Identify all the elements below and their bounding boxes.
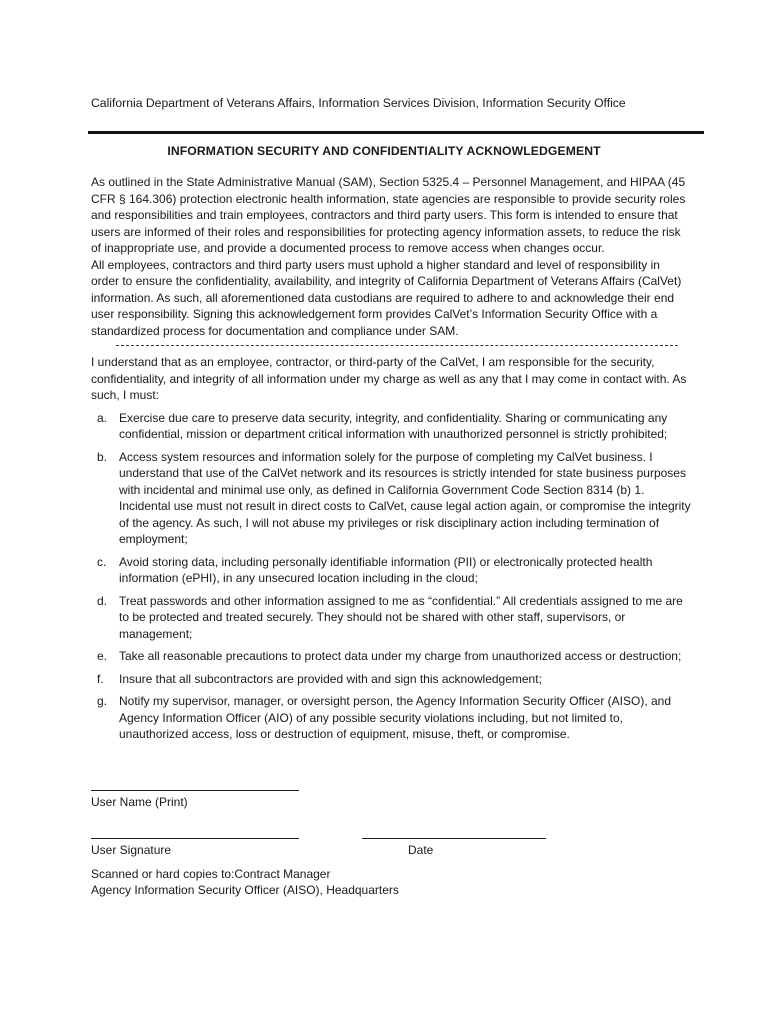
copies-recipient-line: Scanned or hard copies to:Contract Manager bbox=[91, 867, 331, 881]
header-rule bbox=[88, 131, 704, 134]
intro-paragraph-sam: As outlined in the State Administrative Manual (SAM), Section 5325.4 – Personnel Management, and HIPAA (45 CFR § 164.306) protection electronic health information, state agencies are responsible to provide security roles and responsibilities and train employees, contractors and third party users. This form is intended to ensure that users are informed of their roles and responsibilities for protecting agency information assets, to reduce the risk of inappropriate use, and provide a documented process to remove access when changes occur. bbox=[91, 175, 686, 255]
user-signature-label: User Signature bbox=[91, 843, 172, 857]
obligations-list bbox=[91, 410, 691, 743]
list-item-text: Notify my supervisor, manager, or oversight person, the Agency Information Security Officer (AISO), and Agency Information Officer (AIO) of any possible security violations including, but not limited to, unauthorized access, loss or destruction of equipment, misuse, theft, or compromise. bbox=[119, 694, 672, 741]
document-body bbox=[91, 174, 691, 749]
document-title: INFORMATION SECURITY AND CONFIDENTIALITY ACKNOWLEDGEMENT bbox=[167, 144, 601, 158]
list-item-text: Exercise due care to preserve data security, integrity, and confidentiality. Sharing or communicating any confidential, mission or department critical information with unauthorized personnel is strictly prohibited; bbox=[119, 410, 668, 441]
list-marker: a. bbox=[97, 410, 108, 425]
copies-aiso-line: Agency Information Security Officer (AISO), Headquarters bbox=[91, 883, 399, 897]
date-label: Date bbox=[408, 843, 434, 857]
user-name-label: User Name (Print) bbox=[91, 795, 188, 809]
list-marker: e. bbox=[97, 649, 108, 663]
list-item bbox=[91, 693, 691, 743]
list-item bbox=[91, 648, 691, 665]
intro-paragraph-responsibility: All employees, contractors and third party users must uphold a higher standard and level of responsibility in order to ensure the confidentiality, availability, and integrity of California Department of Veterans Affairs (CalVet) information. As such, all aforementioned data custodians are required to adhere to and acknowledge their end user responsibility. Signing this acknowledgement form provides CalVet’s Information Security Office with a standardized process for documentation and compliance under SAM. bbox=[91, 257, 682, 338]
list-item-text: Access system resources and information solely for the purpose of completing my CalVet business. I understand that use of the CalVet network and its resources is strictly intended for state business purposes with incidental and minimal use only, as defined in California Government Code Section 8314 (b) 1. Incidental use must not result in direct costs to CalVet, cause legal action again, or compromise the integrity of the agency. As such, I will not abuse my privileges or risk disciplinary action including termination of employment; bbox=[119, 449, 691, 546]
list-marker: f. bbox=[97, 671, 104, 686]
list-item bbox=[91, 410, 691, 443]
list-item bbox=[91, 593, 691, 643]
list-item bbox=[91, 449, 691, 548]
list-item-text: Treat passwords and other information assigned to me as “confidential.” All credentials assigned to me are to be protected and treated securely. They should not be shared with other staff, supervisors, or management; bbox=[119, 593, 683, 641]
list-item-text: Take all reasonable precautions to protect data under my charge from unauthorized access or destruction; bbox=[119, 649, 682, 663]
list-marker: g. bbox=[97, 694, 108, 708]
list-marker: c. bbox=[97, 554, 107, 569]
list-marker: d. bbox=[97, 593, 108, 608]
user-name-line[interactable] bbox=[91, 790, 299, 791]
list-item-text: Insure that all subcontractors are provided with and sign this acknowledgement; bbox=[119, 671, 542, 686]
department-header: California Department of Veterans Affairs, Information Services Division, Information Security Office bbox=[91, 96, 626, 110]
user-signature-line[interactable] bbox=[91, 838, 299, 839]
list-item-text: Avoid storing data, including personally identifiable information (PII) or electronically protected health information (ePHI), in any unsecured location including in the cloud; bbox=[119, 554, 653, 585]
list-item bbox=[91, 554, 691, 587]
list-marker: b. bbox=[97, 449, 108, 464]
user-statement: I understand that as an employee, contractor, or third-party of the CalVet, I am responsible for the security, confidentiality, and integrity of all information under my charge as well as any that I may come in contact with. As such, I must: bbox=[91, 355, 687, 402]
list-item bbox=[91, 671, 691, 688]
dashed-separator bbox=[116, 345, 678, 354]
date-line[interactable] bbox=[362, 838, 546, 839]
